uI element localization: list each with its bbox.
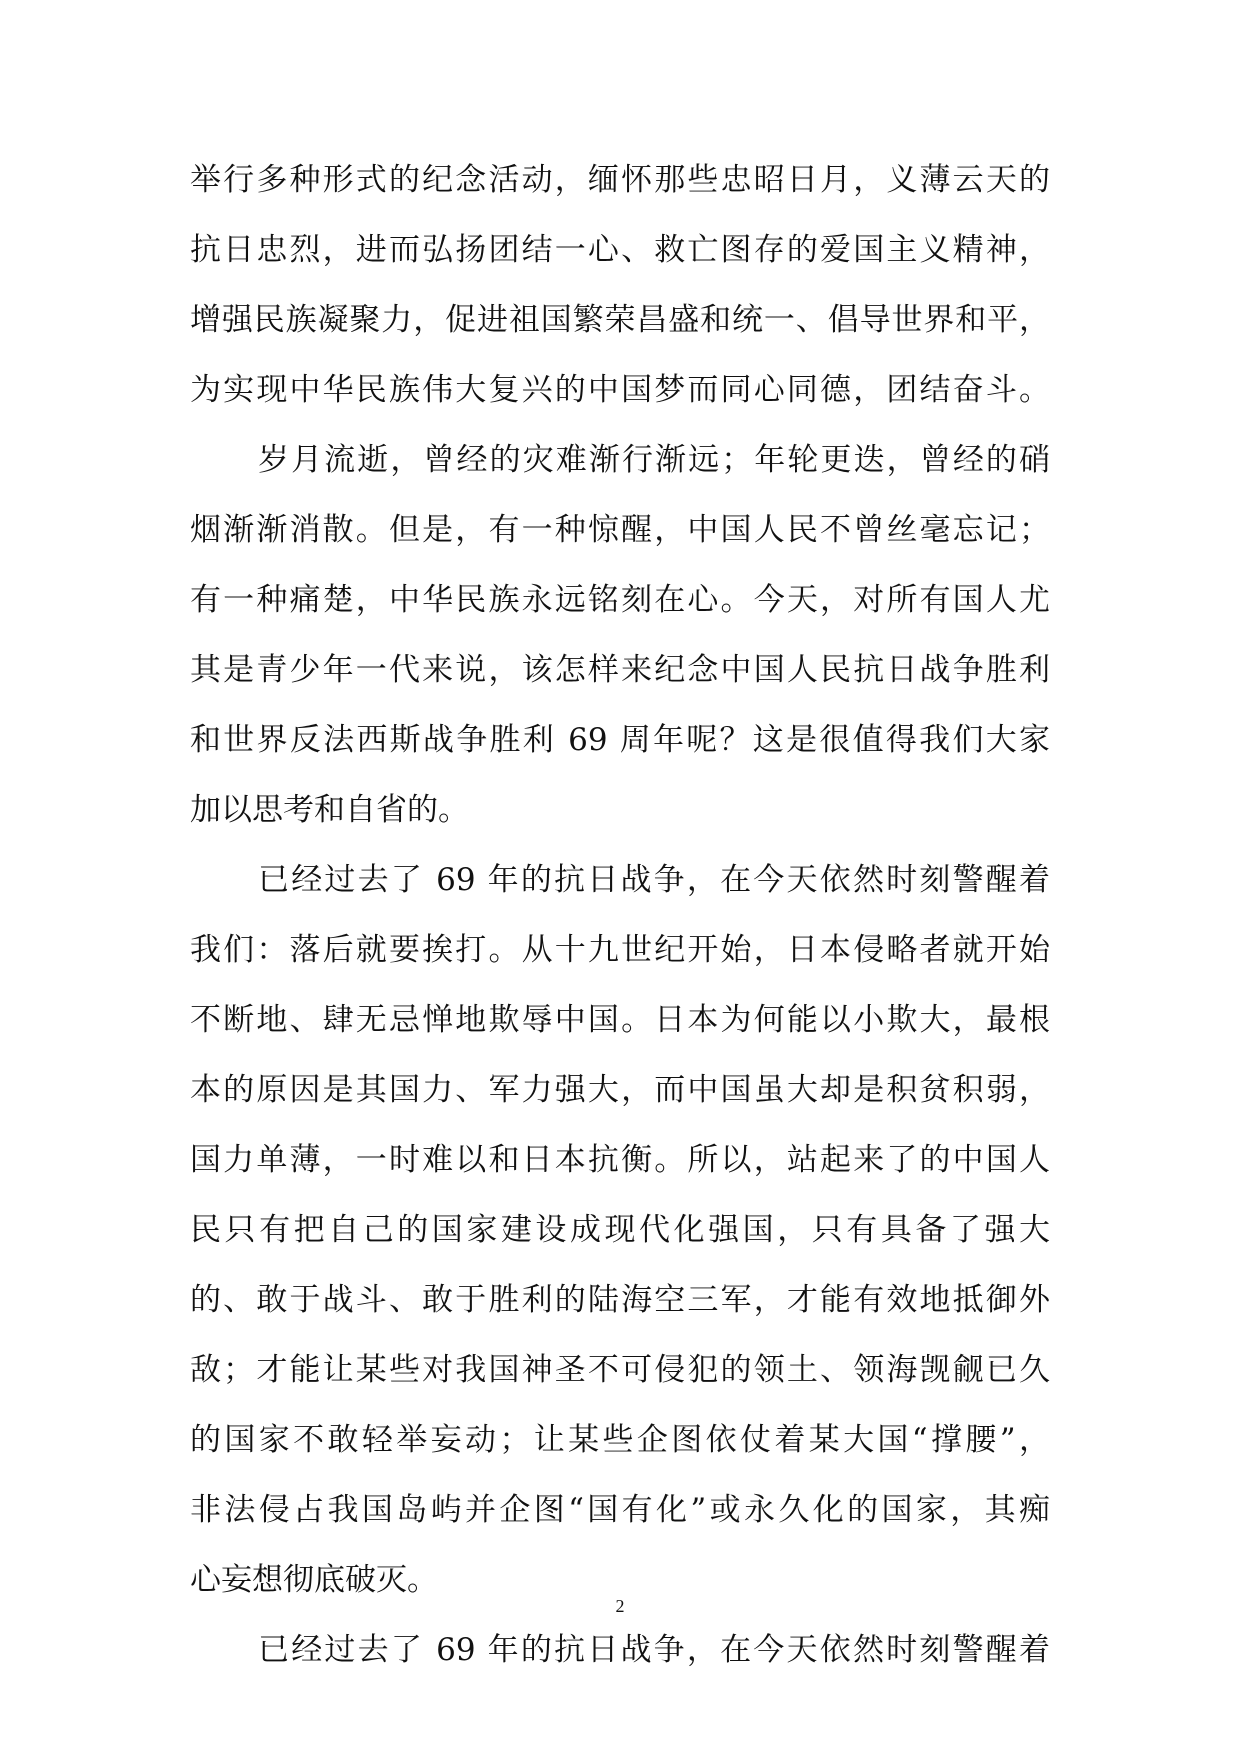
text-line: 不断地、肆无忌惮地欺辱中国。日本为何能以小欺大，最根 (190, 1002, 1050, 1038)
text-line: 和世界反法西斯战争胜利 69 周年呢？这是很值得我们大家 (190, 722, 1050, 758)
paragraph-last-line: 心妄想彻底破灭。 (190, 1562, 438, 1598)
text-line: 有一种痛楚，中华民族永远铭刻在心。今天，对所有国人尤 (190, 582, 1050, 618)
text-line: 的国家不敢轻举妄动；让某些企图依仗着某大国“撑腰”， (190, 1422, 1050, 1458)
page-number: 2 (615, 1596, 625, 1616)
text-line: 非法侵占我国岛屿并企图“国有化”或永久化的国家，其痴 (190, 1492, 1050, 1528)
paragraph-last-line: 加以思考和自省的。 (190, 792, 469, 828)
text-line: 国力单薄，一时难以和日本抗衡。所以，站起来了的中国人 (190, 1142, 1050, 1178)
paragraph-first-line: 岁月流逝，曾经的灾难渐行渐远；年轮更迭，曾经的硝 (258, 442, 1050, 478)
text-line: 的、敢于战斗、敢于胜利的陆海空三军，才能有效地抵御外 (190, 1282, 1050, 1318)
text-line: 烟渐渐消散。但是，有一种惊醒，中国人民不曾丝毫忘记； (190, 512, 1050, 548)
text-line: 抗日忠烈，进而弘扬团结一心、救亡图存的爱国主义精神， (190, 232, 1050, 268)
text-line: 增强民族凝聚力，促进祖国繁荣昌盛和统一、倡导世界和平， (190, 302, 1050, 338)
text-line: 民只有把自己的国家建设成现代化强国，只有具备了强大 (190, 1212, 1050, 1248)
text-line: 本的原因是其国力、军力强大，而中国虽大却是积贫积弱， (190, 1072, 1050, 1108)
text-line: 举行多种形式的纪念活动，缅怀那些忠昭日月，义薄云天的 (190, 162, 1050, 198)
text-line: 敌；才能让某些对我国神圣不可侵犯的领土、领海觊觎已久 (190, 1352, 1050, 1388)
text-line: 为实现中华民族伟大复兴的中国梦而同心同德，团结奋斗。 (190, 372, 1050, 408)
text-line: 我们：落后就要挨打。从十九世纪开始，日本侵略者就开始 (190, 932, 1050, 968)
paragraph-first-line: 已经过去了 69 年的抗日战争，在今天依然时刻警醒着 (258, 1632, 1050, 1668)
paragraph-first-line: 已经过去了 69 年的抗日战争，在今天依然时刻警醒着 (258, 862, 1050, 898)
body-text (190, 145, 1050, 1685)
text-line: 其是青少年一代来说，该怎样来纪念中国人民抗日战争胜利 (190, 652, 1050, 688)
